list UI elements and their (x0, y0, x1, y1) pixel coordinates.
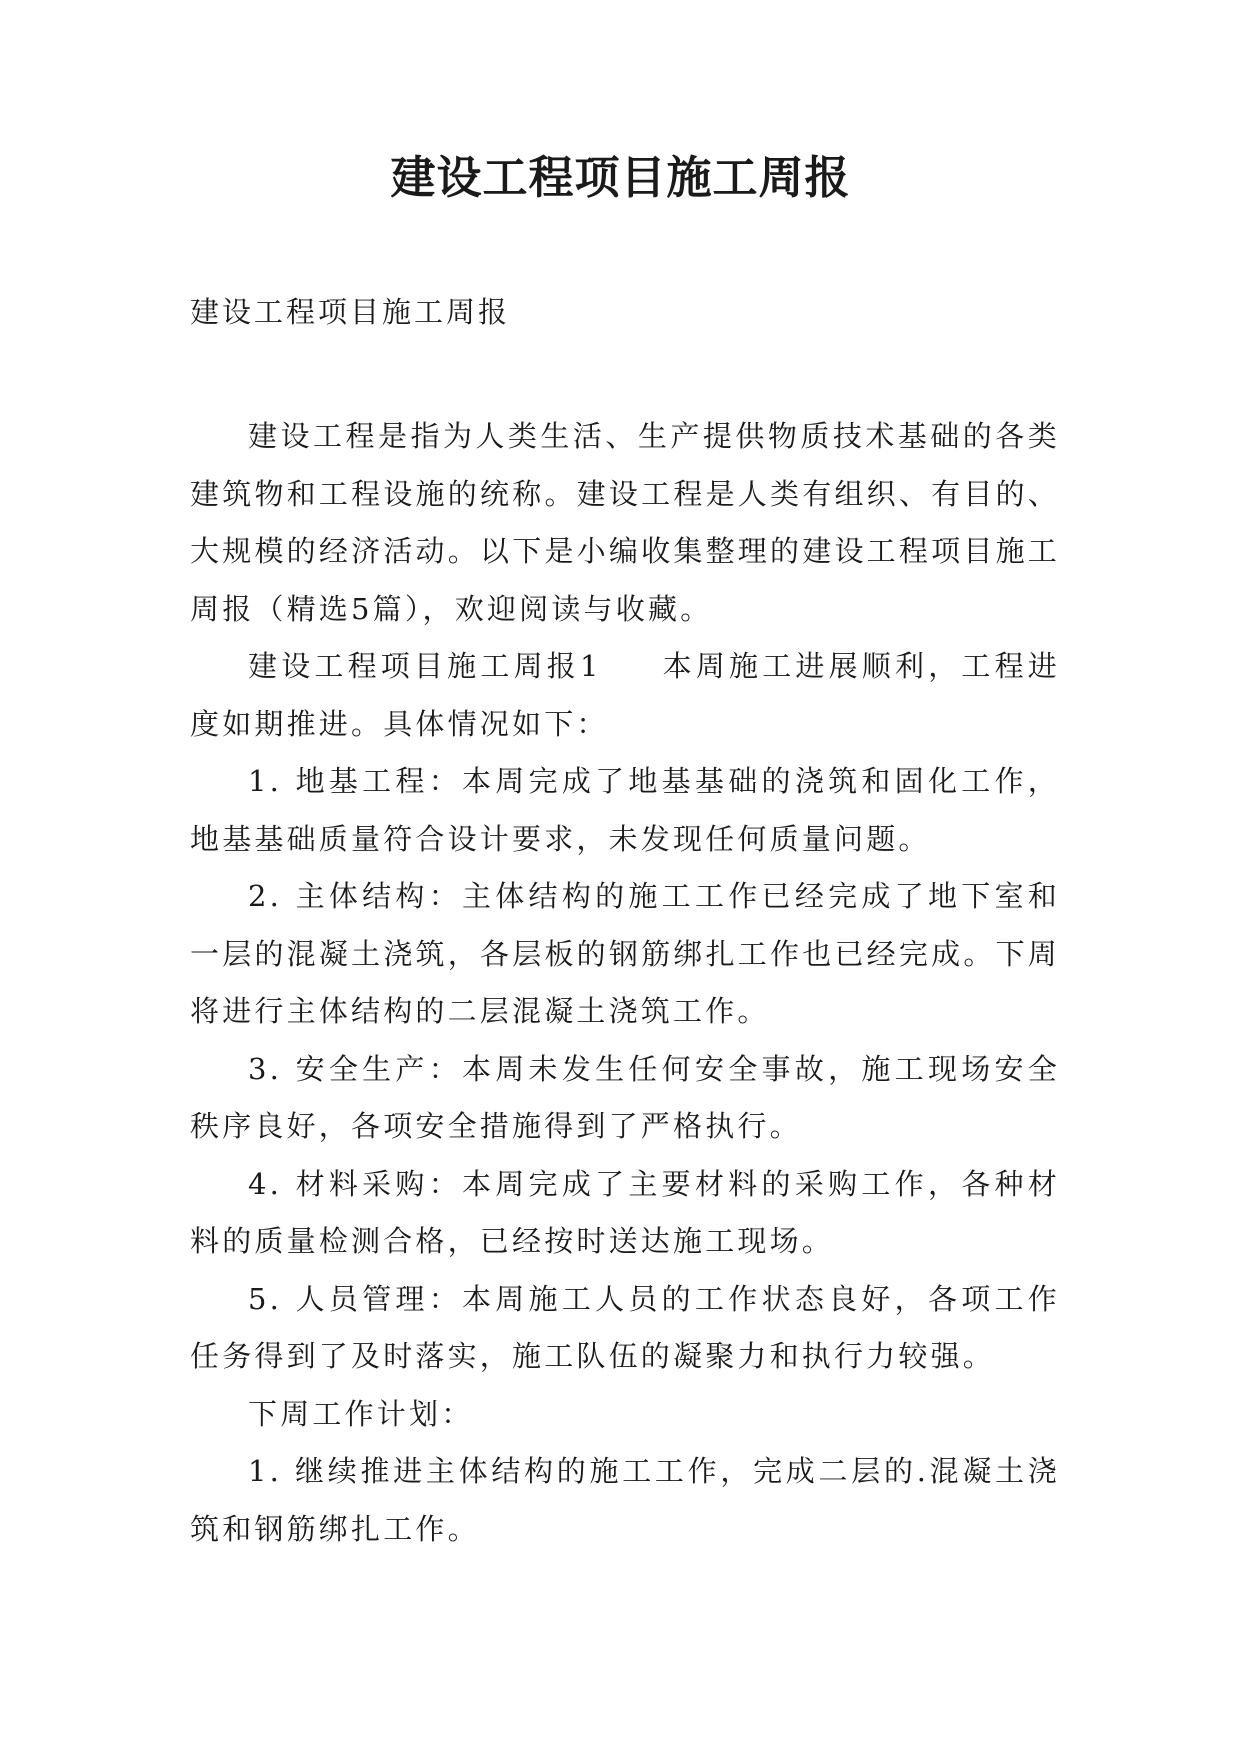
report-item: 3. 安全生产：本周未发生任何安全事故，施工现场安全秩序良好，各项安全措施得到了严格执行。 (190, 1051, 1060, 1143)
intro-paragraph: 建设工程是指为人类生活、生产提供物质技术基础的各类建筑物和工程设施的统称。建设工程是人类有组织、有目的、大规模的经济活动。以下是小编收集整理的建设工程项目施工周报（精选5篇），欢迎阅读与收藏。 (190, 419, 1060, 626)
report-lead: 本周施工进展顺利，工程进度如期推进。具体情况如下： (190, 649, 1060, 741)
report-item: 5. 人员管理：本周施工人员的工作状态良好，各项工作任务得到了及时落实，施工队伍的凝聚力和执行力较强。 (190, 1281, 1060, 1373)
document-body (190, 408, 1060, 1558)
next-week-heading: 下周工作计划： (248, 1396, 474, 1431)
report-item: 1. 地基工程：本周完成了地基基础的浇筑和固化工作，地基基础质量符合设计要求，未发现任何质量问题。 (190, 764, 1060, 856)
next-week-item: 1. 继续推进主体结构的施工工作，完成二层的.混凝土浇筑和钢筋绑扎工作。 (190, 1454, 1060, 1546)
document-title: 建设工程项目施工周报 (390, 151, 851, 204)
document-subtitle: 建设工程项目施工周报 (190, 295, 511, 329)
report-item: 4. 材料采购：本周完成了主要材料的采购工作，各种材料的质量检测合格，已经按时送达施工现场。 (190, 1166, 1060, 1258)
report-lead-paragraph (190, 638, 1060, 753)
report-heading: 建设工程项目施工周报1 (248, 649, 602, 683)
report-item: 2. 主体结构：主体结构的施工工作已经完成了地下室和一层的混凝土浇筑，各层板的钢筋绑扎工作也已经完成。下周将进行主体结构的二层混凝土浇筑工作。 (190, 879, 1060, 1028)
